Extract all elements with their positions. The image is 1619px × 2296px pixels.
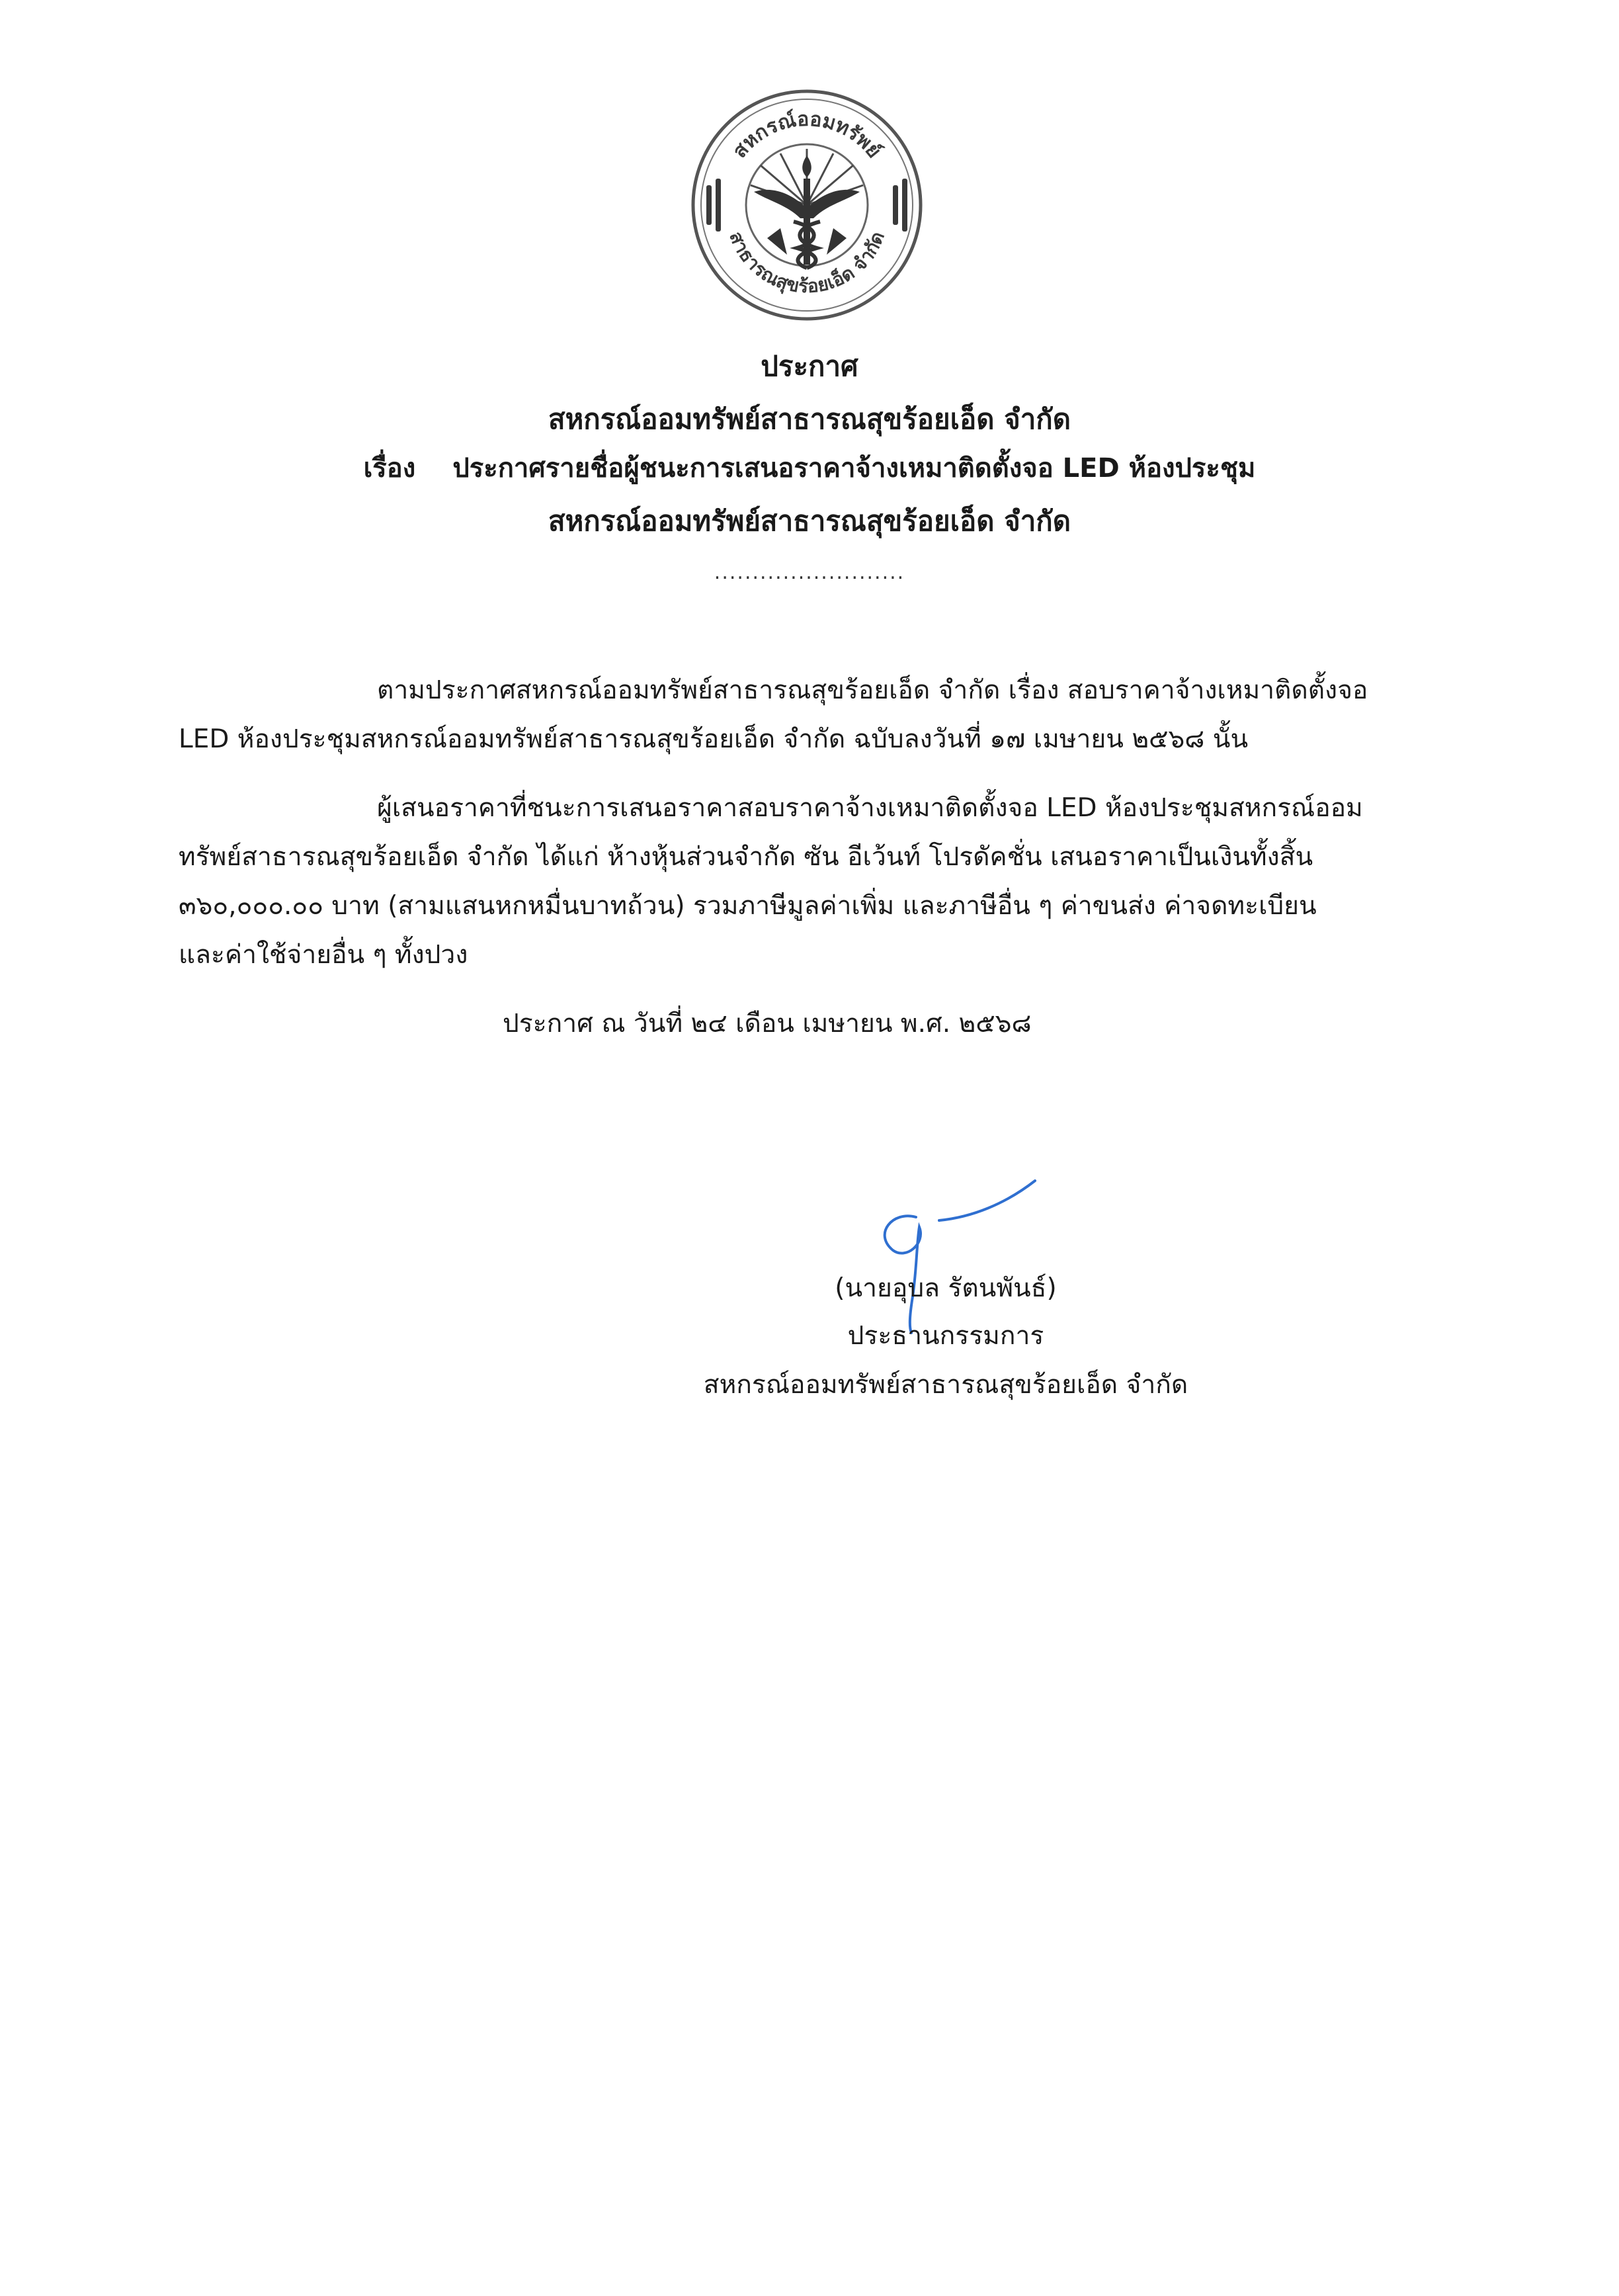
paragraph-1-line-2: LED ห้องประชุมสหกรณ์ออมทรัพย์สาธารณสุขร้อยเอ็ด จำกัด ฉบับลงวันที่ ๑๗ เมษายน ๒๕๖๘ นั้น [179, 724, 1249, 754]
subject-line [0, 450, 1619, 487]
announcement-date: ประกาศ ณ วันที่ ๒๔ เดือน เมษายน พ.ศ. ๒๕๖๘ [503, 1009, 1032, 1039]
handwritten-signature [853, 1171, 1045, 1336]
paragraph-1-line-1: ตามประกาศสหกรณ์ออมทรัพย์สาธารณสุขร้อยเอ็ด จำกัด เรื่อง สอบราคาจ้างเหมาติดตั้งจอ [377, 675, 1368, 705]
subject-text-continued: สหกรณ์ออมทรัพย์สาธารณสุขร้อยเอ็ด จำกัด [548, 505, 1071, 537]
signatory-name: (นายอุบล รัตนพันธ์) [835, 1273, 1057, 1303]
paragraph-2-line-4: และค่าใช้จ่ายอื่น ๆ ทั้งปวง [179, 940, 468, 970]
seal-bottom-text: สาธารณสุขร้อยเอ็ด จำกัด [725, 228, 889, 298]
signatory-position: ประธานกรรมการ [847, 1321, 1044, 1351]
subject-text: ประกาศรายชื่อผู้ชนะการเสนอราคาจ้างเหมาติดตั้งจอ LED ห้องประชุม [452, 453, 1256, 484]
organization-name-heading: สหกรณ์ออมทรัพย์สาธารณสุขร้อยเอ็ด จำกัด [548, 403, 1071, 435]
subject-label: เรื่อง [363, 453, 416, 484]
document-type-heading: ประกาศ [761, 350, 858, 382]
dotted-divider: ......................... [714, 561, 905, 584]
paragraph-2-line-3: ๓๖๐,๐๐๐.๐๐ บาท (สามแสนหกหมื่นบาทถ้วน) รวมภาษีมูลค่าเพิ่ม และภาษีอื่น ๆ ค่าขนส่ง ค่าจดทะเบียน [179, 891, 1317, 921]
seal-top-text: สหกรณ์ออมทรัพย์ [727, 107, 886, 163]
signatory-organization: สหกรณ์ออมทรัพย์สาธารณสุขร้อยเอ็ด จำกัด [703, 1370, 1188, 1400]
paragraph-2-line-1: ผู้เสนอราคาที่ชนะการเสนอราคาสอบราคาจ้างเหมาติดตั้งจอ LED ห้องประชุมสหกรณ์ออม [377, 793, 1363, 823]
cooperative-seal-logo [688, 86, 926, 324]
paragraph-2-line-2: ทรัพย์สาธารณสุขร้อยเอ็ด จำกัด ได้แก่ ห้างหุ้นส่วนจำกัด ซัน อีเว้นท์ โปรดัคชั่น เสนอราคาเป็นเงินทั้งสิ้น [179, 842, 1313, 872]
